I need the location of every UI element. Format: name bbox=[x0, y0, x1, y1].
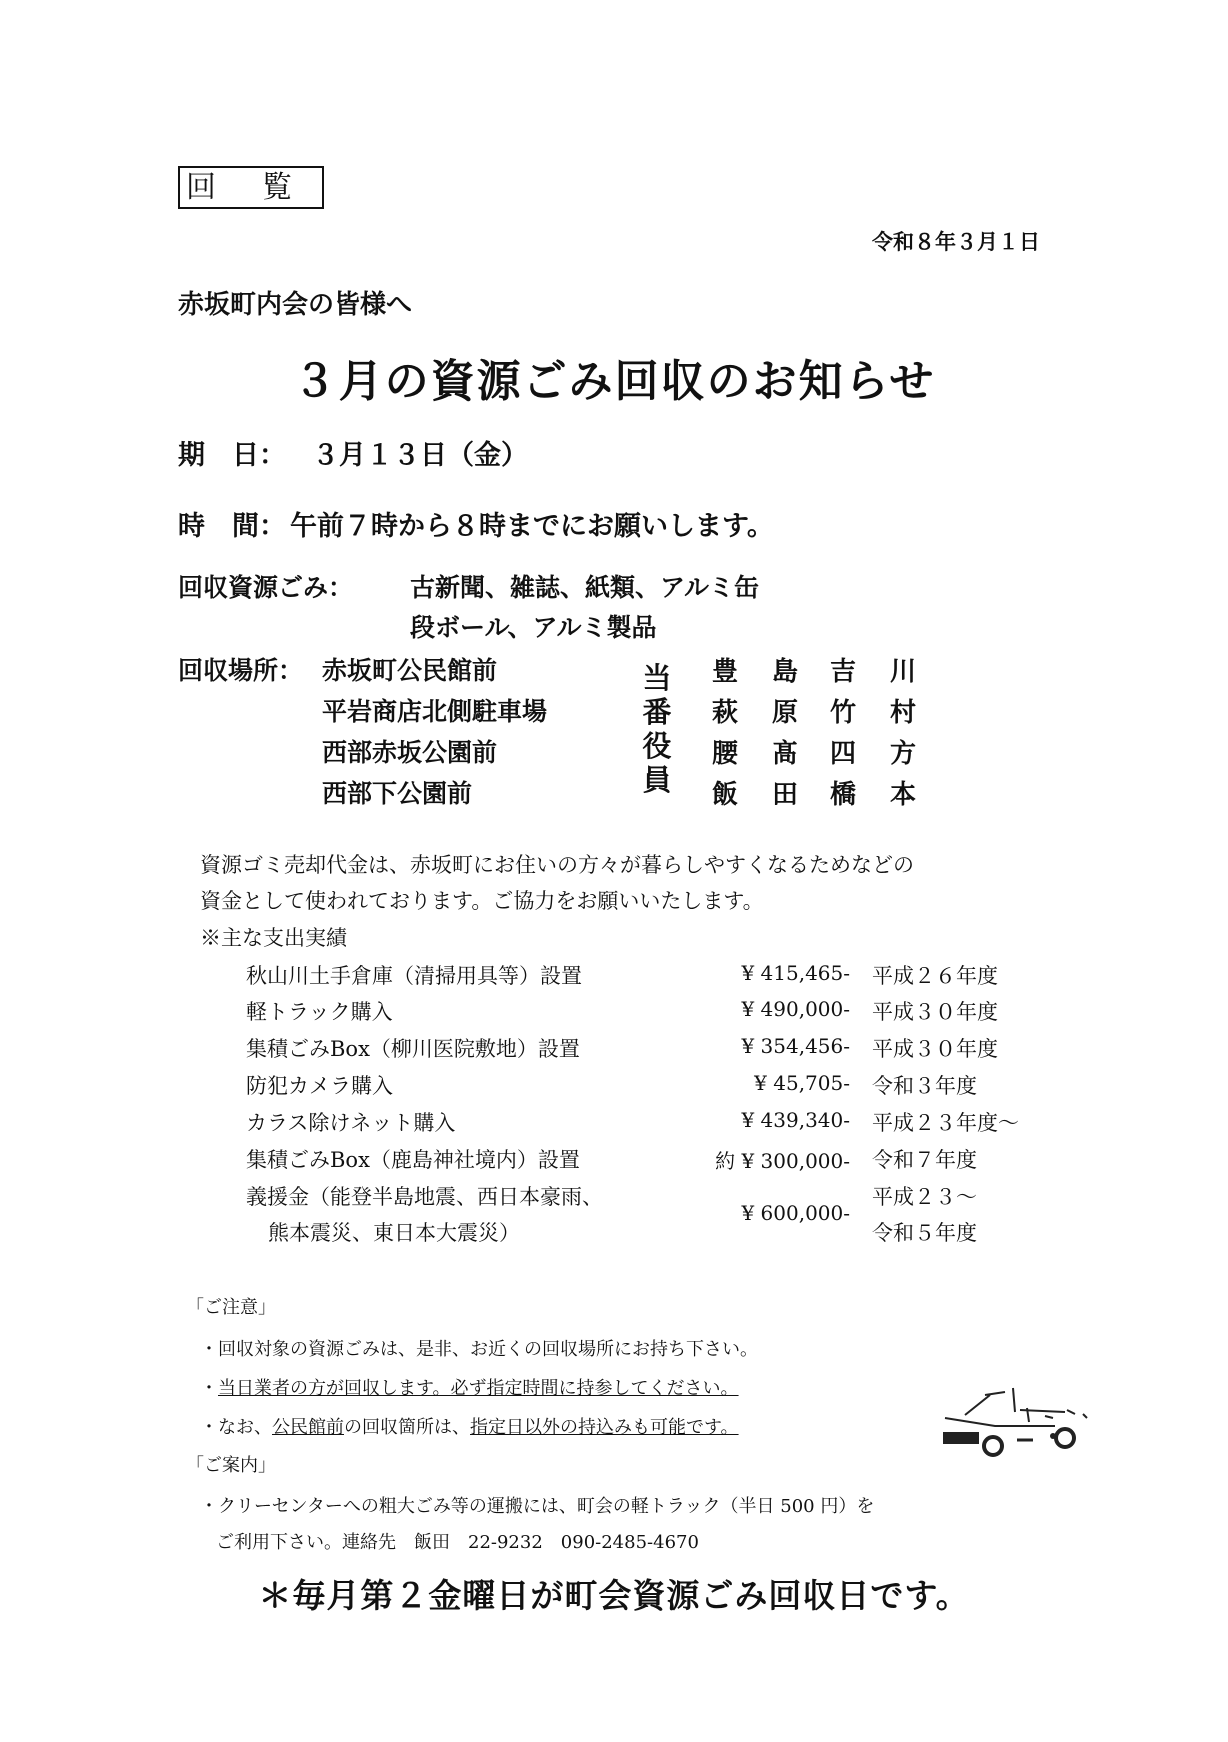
expense-amount: ¥ 415,465- bbox=[741, 961, 850, 985]
explanation-line-1: 資源ゴミ売却代金は、赤坂町にお住いの方々が暮らしやすくなるためなどの bbox=[200, 853, 914, 877]
caution-2-bullet: ・ bbox=[200, 1378, 218, 1399]
staff-name: 四方 bbox=[830, 739, 951, 769]
staff-name: 橋本 bbox=[830, 780, 951, 810]
expense-year: 令和３年度 bbox=[872, 1074, 977, 1098]
items-line-2: 段ボール、アルミ製品 bbox=[410, 613, 657, 642]
expense-item: 集積ごみBox（柳川医院敷地）設置 bbox=[246, 1037, 580, 1061]
day-value: ３月１３日（金） bbox=[312, 440, 528, 471]
expense-year: 平成３０年度 bbox=[872, 1000, 998, 1024]
place-1: 赤坂町公民館前 bbox=[322, 656, 498, 685]
expenses-heading: ※主な支出実績 bbox=[200, 926, 347, 950]
caution-3-note: 指定日以外の持込みも可能です。 bbox=[470, 1417, 739, 1438]
staff-name: 萩原 bbox=[712, 698, 833, 728]
circulation-stamp: 回覧 bbox=[178, 166, 324, 209]
caution-3-middle: の回収箇所は、 bbox=[344, 1417, 470, 1438]
expense-item: カラス除けネット購入 bbox=[246, 1111, 456, 1135]
expense-amount: 約 ¥ 300,000- bbox=[715, 1149, 850, 1173]
donation-amount: ¥ 600,000- bbox=[741, 1201, 850, 1225]
expense-amount: ¥ 490,000- bbox=[741, 997, 850, 1021]
staff-name: 飯田 bbox=[712, 780, 833, 810]
footer-reminder: ＊毎月第２金曜日が町会資源ごみ回収日です。 bbox=[258, 1576, 970, 1615]
recipient: 赤坂町内会の皆様へ bbox=[178, 290, 413, 320]
place-3: 西部赤坂公園前 bbox=[322, 738, 498, 767]
caution-3-place: 公民館前 bbox=[272, 1417, 344, 1438]
info-2: ご利用下さい。連絡先 飯田 22-9232 090-2485-4670 bbox=[216, 1532, 699, 1553]
expense-item: 集積ごみBox（鹿島神社境内）設置 bbox=[246, 1148, 580, 1172]
explanation-line-2: 資金として使われております。ご協力をお願いいたします。 bbox=[200, 889, 764, 913]
caution-3-prefix: ・なお、 bbox=[200, 1417, 272, 1438]
expense-amount: ¥ 439,340- bbox=[741, 1108, 850, 1132]
day-label: 期 日： bbox=[178, 440, 286, 471]
expense-item: 防犯カメラ購入 bbox=[246, 1074, 393, 1098]
staff-name: 吉川 bbox=[830, 657, 951, 687]
expense-year: 平成３０年度 bbox=[872, 1037, 998, 1061]
expense-item: 秋山川土手倉庫（清掃用具等）設置 bbox=[246, 964, 582, 988]
page-title: ３月の資源ごみ回収のお知らせ bbox=[292, 356, 936, 407]
donation-year-2: 令和５年度 bbox=[872, 1221, 977, 1245]
expense-year: 令和７年度 bbox=[872, 1148, 977, 1172]
places-label: 回収場所： bbox=[178, 656, 304, 685]
truck-illustration bbox=[935, 1380, 1095, 1465]
staff-name: 腰髙 bbox=[712, 739, 833, 769]
expense-year: 平成２６年度 bbox=[872, 964, 998, 988]
issue-date: 令和８年３月１日 bbox=[872, 230, 1040, 254]
caution-heading: 「ご注意」 bbox=[186, 1297, 276, 1318]
expense-amount: ¥ 354,456- bbox=[741, 1034, 850, 1058]
staff-name: 豊島 bbox=[712, 657, 833, 687]
toban-officers-label: 当番役員 bbox=[642, 661, 672, 797]
caution-3 bbox=[200, 1413, 739, 1439]
donation-line-2: 熊本震災、東日本大震災） bbox=[268, 1221, 520, 1245]
caution-2 bbox=[200, 1374, 739, 1400]
expense-year: 平成２３年度～ bbox=[872, 1111, 1019, 1135]
staff-name: 竹村 bbox=[830, 698, 951, 728]
items-label: 回収資源ごみ： bbox=[178, 573, 354, 602]
expense-amount: ¥ 45,705- bbox=[754, 1071, 850, 1095]
time-label: 時 間： bbox=[178, 511, 286, 542]
place-4: 西部下公園前 bbox=[322, 779, 473, 808]
caution-1: ・回収対象の資源ごみは、是非、お近くの回収場所にお持ち下さい。 bbox=[200, 1339, 758, 1360]
donation-line-1: 義援金（能登半島地震、西日本豪雨、 bbox=[246, 1185, 603, 1209]
items-line-1: 古新聞、雑誌、紙類、アルミ缶 bbox=[410, 573, 760, 602]
time-value: 午前７時から８時までにお願いします。 bbox=[290, 511, 774, 542]
expense-item: 軽トラック購入 bbox=[246, 1000, 393, 1024]
donation-year-1: 平成２３～ bbox=[872, 1185, 977, 1209]
place-2: 平岩商店北側駐車場 bbox=[322, 697, 548, 726]
info-1: ・クリーセンターへの粗大ごみ等の運搬には、町会の軽トラック（半日 500 円）を bbox=[200, 1496, 875, 1517]
info-heading: 「ご案内」 bbox=[186, 1455, 276, 1476]
caution-2-text: 当日業者の方が回収します。必ず指定時間に持参してください。 bbox=[218, 1378, 739, 1399]
